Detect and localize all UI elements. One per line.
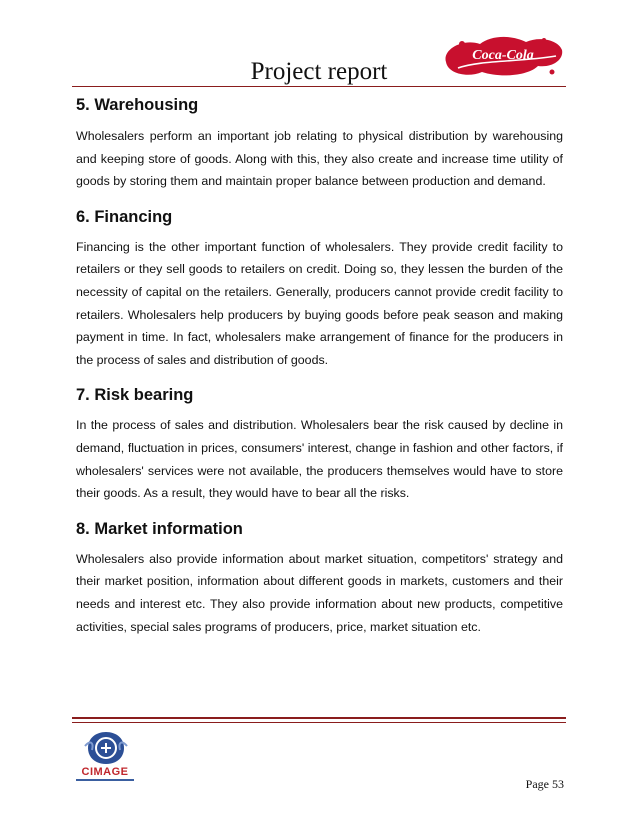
- section-paragraph-financing: Financing is the other important function of wholesalers. They provide credit facility to retailers or they sell goods to retailers on credit. Doing so, they lessen the burden of the necessity of capital on the retailers. Generally, producers cannot provide credit facility to retailers. Wholesalers help producers by buying goods before peak season and making payment in time. In fact, wholesalers make arrangement of finance for the producers in the process of sales and distribution of goods.: [76, 239, 563, 367]
- page-number: Page 53: [525, 777, 564, 791]
- section-paragraph-risk-bearing: In the process of sales and distribution. Wholesalers bear the risk caused by decline in demand, fluctuation in prices, consumers' interest, change in fashion and other factors, if wholesalers' services were not available, the producers themselves would have to store their goods. As a result, they would have to bear all the risks.: [76, 418, 563, 501]
- header-rule: [72, 86, 566, 87]
- section-heading-market-information: 8. Market information: [76, 519, 243, 538]
- footer-rule-thin: [72, 722, 566, 723]
- coca-cola-logo: [440, 32, 566, 84]
- cimage-logo-underline: [76, 779, 134, 781]
- section-paragraph-warehousing: Wholesalers perform an important job relating to physical distribution by warehousing and keeping store of goods. Along with this, they also create and increase time utility of goods by storing them and maintain proper balance between production and demand.: [76, 129, 563, 189]
- page-header-title: Project report: [250, 58, 388, 85]
- cimage-emblem-icon: [84, 730, 128, 766]
- document-body: [76, 92, 563, 638]
- section-paragraph-market-information: Wholesalers also provide information about market situation, competitors' strategy and their market position, information about different goods in markets, customers and their needs and interest etc. They also provide information about new products, competitive activities, special sales programs of producers, price, market situation etc.: [76, 551, 563, 634]
- coca-cola-logo-text: Coca-Cola: [472, 48, 534, 63]
- cimage-logo-text: CIMAGE: [81, 766, 129, 778]
- section-heading-financing: 6. Financing: [76, 207, 173, 226]
- section-heading-warehousing: 5. Warehousing: [76, 96, 199, 114]
- section-heading-risk-bearing: 7. Risk bearing: [76, 386, 194, 405]
- footer-rule-thick: [72, 717, 566, 719]
